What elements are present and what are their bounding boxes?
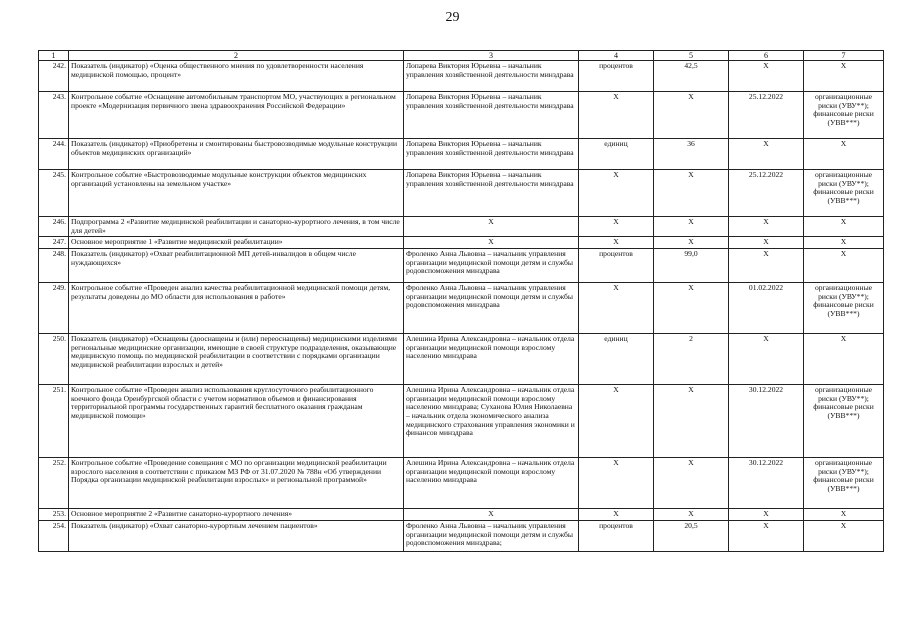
- date-cell: X: [729, 249, 804, 283]
- table-row: [39, 61, 884, 92]
- unit-cell: X: [579, 385, 654, 458]
- plan-table: [38, 50, 884, 552]
- row-number: 246.: [39, 217, 69, 237]
- responsible-cell: Лопарева Виктория Юрьевна – начальник управления хозяйственной деятельности минздрава: [404, 170, 579, 217]
- date-cell: X: [729, 139, 804, 170]
- date-cell: X: [729, 509, 804, 521]
- value-cell: 20,5: [654, 521, 729, 552]
- row-number: 251.: [39, 385, 69, 458]
- value-cell: X: [654, 458, 729, 509]
- page-number: 29: [445, 10, 460, 25]
- risk-cell: организационные риски (УВУ**); финансовые риски (УВВ***): [804, 283, 884, 334]
- responsible-cell: Лопарева Виктория Юрьевна – начальник управления хозяйственной деятельности минздрава: [404, 139, 579, 170]
- risk-cell: организационные риски (УВУ**); финансовые риски (УВВ***): [804, 458, 884, 509]
- responsible-cell: Алешина Ирина Александровна – начальник отдела организации медицинской помощи взрослому населению минздрава: [404, 458, 579, 509]
- responsible-cell: X: [404, 217, 579, 237]
- unit-cell: X: [579, 92, 654, 139]
- value-cell: 36: [654, 139, 729, 170]
- date-cell: X: [729, 334, 804, 385]
- unit-cell: X: [579, 237, 654, 249]
- risk-cell: X: [804, 61, 884, 92]
- value-cell: X: [654, 385, 729, 458]
- header-cell: 3: [404, 51, 579, 61]
- unit-cell: единиц: [579, 334, 654, 385]
- table-row: [39, 92, 884, 139]
- value-cell: X: [654, 92, 729, 139]
- date-cell: X: [729, 61, 804, 92]
- unit-cell: X: [579, 458, 654, 509]
- date-cell: X: [729, 217, 804, 237]
- value-cell: 99,0: [654, 249, 729, 283]
- value-cell: X: [654, 509, 729, 521]
- value-cell: 42,5: [654, 61, 729, 92]
- date-cell: X: [729, 237, 804, 249]
- responsible-cell: Фроленко Анна Львовна – начальник управления организации медицинской помощи детям и службы родовспоможения минздрава;: [404, 521, 579, 552]
- unit-cell: процентов: [579, 249, 654, 283]
- risk-cell: организационные риски (УВУ**); финансовые риски (УВВ***): [804, 170, 884, 217]
- table-row: [39, 334, 884, 385]
- unit-cell: X: [579, 217, 654, 237]
- header-cell: 2: [69, 51, 404, 61]
- responsible-cell: X: [404, 237, 579, 249]
- header-cell: 1: [39, 51, 69, 61]
- indicator-cell: Показатель (индикатор) «Приобретены и смонтированы быстровозводимые модульные конструкции объектов медицинских организаций»: [69, 139, 404, 170]
- date-cell: 30.12.2022: [729, 385, 804, 458]
- indicator-cell: Подпрограмма 2 «Развитие медицинской реабилитации и санаторно-курортного лечения, в том числе для детей»: [69, 217, 404, 237]
- row-number: 245.: [39, 170, 69, 217]
- responsible-cell: X: [404, 509, 579, 521]
- value-cell: X: [654, 217, 729, 237]
- unit-cell: X: [579, 509, 654, 521]
- indicator-cell: Контрольное событие «Проведен анализ использования круглосуточного реабилитационного коечного фонда Оренбургской области с учетом нормативов объемов и финансирования территориальной программы государственных гарантий бесплатного оказания гражданам медицинской помощи»: [69, 385, 404, 458]
- indicator-cell: Контрольное событие «Быстровозводимые модульные конструкции объектов медицинских организаций установлены на земельном участке»: [69, 170, 404, 217]
- date-cell: 01.02.2022: [729, 283, 804, 334]
- row-number: 253.: [39, 509, 69, 521]
- risk-cell: X: [804, 521, 884, 552]
- risk-cell: организационные риски (УВУ**); финансовые риски (УВВ***): [804, 385, 884, 458]
- row-number: 242.: [39, 61, 69, 92]
- responsible-cell: Алешина Ирина Александровна – начальник отдела организации медицинской помощи взрослому населению минздрава: [404, 334, 579, 385]
- risk-cell: X: [804, 217, 884, 237]
- row-number: 254.: [39, 521, 69, 552]
- risk-cell: X: [804, 237, 884, 249]
- date-cell: 25.12.2022: [729, 92, 804, 139]
- table-row: [39, 170, 884, 217]
- indicator-cell: Основное мероприятие 1 «Развитие медицинской реабилитации»: [69, 237, 404, 249]
- responsible-cell: Алешина Ирина Александровна – начальник отдела организации медицинской помощи взрослому населению минздрава; Суханова Юлия Николаевна – начальник отдела экономического анализа медицинского страхования управления экономики и финансов минздрава: [404, 385, 579, 458]
- indicator-cell: Показатель (индикатор) «Оснащены (дооснащены и (или) переоснащены) медицинскими изделиями региональные медицинские организации, имеющие в своей структуре подразделения, оказывающие медицинскую помощь по медицинской реабилитации в соответствии с порядками организации медицинской реабилитации взрослых и детей»: [69, 334, 404, 385]
- row-number: 250.: [39, 334, 69, 385]
- date-cell: 30.12.2022: [729, 458, 804, 509]
- date-cell: 25.12.2022: [729, 170, 804, 217]
- indicator-cell: Показатель (индикатор) «Оценка общественного мнения по удовлетворенности населения медицинской помощью, процент»: [69, 61, 404, 92]
- indicator-cell: Контрольное событие «Оснащение автомобильным транспортом МО, участвующих в региональном проекте «Модернизация первичного звена здравоохранения Российской Федерации»: [69, 92, 404, 139]
- row-number: 252.: [39, 458, 69, 509]
- value-cell: X: [654, 283, 729, 334]
- responsible-cell: Лопарева Виктория Юрьевна – начальник управления хозяйственной деятельности минздрава: [404, 61, 579, 92]
- table-row: [39, 237, 884, 249]
- row-number: 243.: [39, 92, 69, 139]
- table-row: [39, 283, 884, 334]
- row-number: 244.: [39, 139, 69, 170]
- value-cell: X: [654, 170, 729, 217]
- date-cell: X: [729, 521, 804, 552]
- indicator-cell: Показатель (индикатор) «Охват санаторно-курортным лечением пациентов»: [69, 521, 404, 552]
- table-row: [39, 249, 884, 283]
- table-row: [39, 217, 884, 237]
- unit-cell: X: [579, 283, 654, 334]
- risk-cell: X: [804, 334, 884, 385]
- header-cell: 4: [579, 51, 654, 61]
- row-number: 248.: [39, 249, 69, 283]
- header-cell: 6: [729, 51, 804, 61]
- value-cell: 2: [654, 334, 729, 385]
- header-cell: 7: [804, 51, 884, 61]
- responsible-cell: Фроленко Анна Львовна – начальник управления организации медицинской помощи детям и службы родовспоможения минздрава: [404, 283, 579, 334]
- table-row: [39, 139, 884, 170]
- risk-cell: X: [804, 249, 884, 283]
- table-row: [39, 509, 884, 521]
- table-row: [39, 458, 884, 509]
- indicator-cell: Контрольное событие «Проведен анализ качества реабилитационной медицинской помощи детям, результаты доведены до МО области для использования в работе»: [69, 283, 404, 334]
- row-number: 249.: [39, 283, 69, 334]
- unit-cell: единиц: [579, 139, 654, 170]
- risk-cell: организационные риски (УВУ**); финансовые риски (УВВ***): [804, 92, 884, 139]
- unit-cell: процентов: [579, 61, 654, 92]
- unit-cell: процентов: [579, 521, 654, 552]
- indicator-cell: Показатель (индикатор) «Охват реабилитационной МП детей-инвалидов в общем числе нуждающихся»: [69, 249, 404, 283]
- value-cell: X: [654, 237, 729, 249]
- table-row: [39, 521, 884, 552]
- unit-cell: X: [579, 170, 654, 217]
- indicator-cell: Контрольное событие «Проведение совещания с МО по организации медицинской реабилитации взрослого населения в соответствии с приказом МЗ РФ от 31.07.2020 № 788н «Об утверждении Порядка организации медицинской реабилитации взрослых» и региональной программой»: [69, 458, 404, 509]
- risk-cell: X: [804, 139, 884, 170]
- row-number: 247.: [39, 237, 69, 249]
- table-row: [39, 385, 884, 458]
- risk-cell: X: [804, 509, 884, 521]
- responsible-cell: Фроленко Анна Львовна – начальник управления организации медицинской помощи детям и службы родовспоможения минздрава: [404, 249, 579, 283]
- header-cell: 5: [654, 51, 729, 61]
- responsible-cell: Лопарева Виктория Юрьевна – начальник управления хозяйственной деятельности минздрава: [404, 92, 579, 139]
- indicator-cell: Основное мероприятие 2 «Развитие санаторно-курортного лечения»: [69, 509, 404, 521]
- header-row: [39, 51, 884, 61]
